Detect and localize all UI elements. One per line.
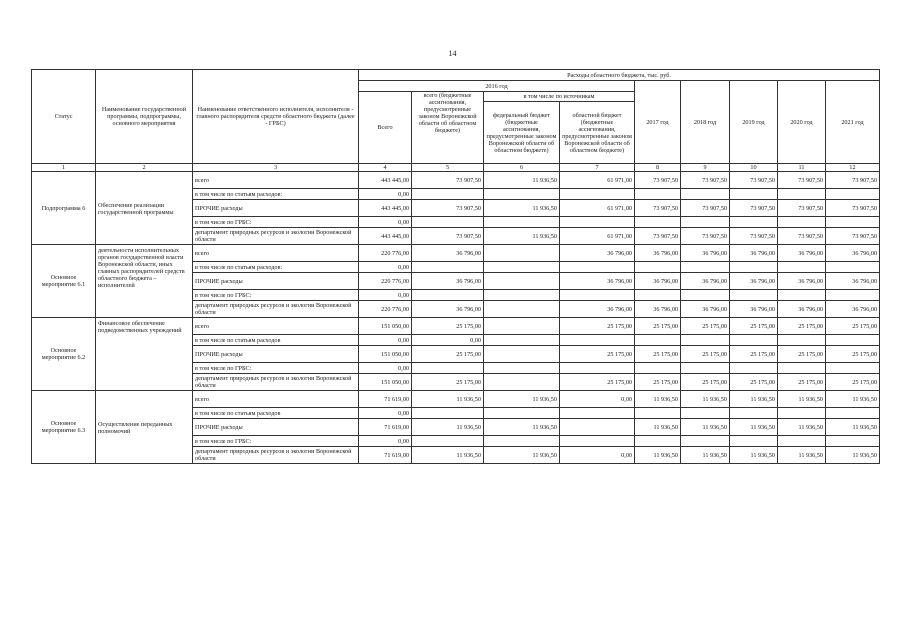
row-value (560, 290, 635, 301)
row-value: 25 175,00 (635, 346, 681, 363)
row-executor: департамент природных ресурсов и экологии Воронежской области (193, 374, 359, 391)
row-value: 36 796,00 (730, 301, 778, 318)
row-value (681, 363, 730, 374)
row-value (681, 262, 730, 273)
row-value: 36 796,00 (826, 301, 880, 318)
row-value: 11 936,50 (778, 419, 826, 436)
row-value: 73 907,50 (412, 228, 484, 245)
row-executor: в том числе по статьям расходов: (193, 262, 359, 273)
row-executor: всего (193, 245, 359, 262)
row-executor: ПРОЧИЕ расходы (193, 273, 359, 290)
row-value: 11 936,50 (484, 391, 560, 408)
row-program-name: Финансовое обеспечение подведомственных учреждений (96, 318, 193, 391)
row-executor: ПРОЧИЕ расходы (193, 419, 359, 436)
row-executor: в том числе по ГРБС: (193, 290, 359, 301)
row-executor: департамент природных ресурсов и экологии Воронежской области (193, 228, 359, 245)
row-value: 11 936,50 (826, 419, 880, 436)
row-value: 61 971,00 (560, 200, 635, 217)
row-value: 25 175,00 (826, 374, 880, 391)
row-value (484, 290, 560, 301)
row-value: 0,00 (359, 189, 412, 200)
row-value: 73 907,50 (635, 200, 681, 217)
row-value (635, 363, 681, 374)
row-value: 36 796,00 (412, 245, 484, 262)
row-value (560, 419, 635, 436)
row-value: 11 936,50 (681, 447, 730, 464)
row-value: 25 175,00 (560, 374, 635, 391)
row-value (730, 335, 778, 346)
row-executor: всего (193, 391, 359, 408)
row-value: 73 907,50 (778, 172, 826, 189)
row-value: 0,00 (359, 217, 412, 228)
header-2017: 2017 год (635, 81, 681, 164)
row-value: 71 619,00 (359, 419, 412, 436)
row-value (412, 363, 484, 374)
row-value: 73 907,50 (826, 200, 880, 217)
column-number: 3 (193, 164, 359, 172)
row-value: 25 175,00 (778, 318, 826, 335)
row-value: 71 619,00 (359, 447, 412, 464)
column-number: 12 (826, 164, 880, 172)
row-value: 11 936,50 (635, 447, 681, 464)
row-value (730, 189, 778, 200)
row-value: 11 936,50 (484, 200, 560, 217)
row-value: 25 175,00 (635, 318, 681, 335)
row-value: 0,00 (359, 436, 412, 447)
row-value (778, 335, 826, 346)
row-value: 11 936,50 (484, 447, 560, 464)
row-value: 36 796,00 (681, 273, 730, 290)
row-value (484, 245, 560, 262)
row-value: 36 796,00 (778, 301, 826, 318)
header-total-2016: всего (бюджетные ассигнования, предусмотренные законом Воронежской области об областном бюджете) (412, 92, 484, 164)
row-status: Подпрограмма 6 (32, 172, 96, 245)
row-value: 36 796,00 (412, 301, 484, 318)
row-value: 36 796,00 (730, 245, 778, 262)
row-value (484, 318, 560, 335)
row-value (484, 189, 560, 200)
row-value (484, 346, 560, 363)
row-value: 25 175,00 (412, 318, 484, 335)
row-value: 73 907,50 (412, 200, 484, 217)
row-value (484, 374, 560, 391)
row-value (484, 335, 560, 346)
row-value (412, 436, 484, 447)
header-regional: областной бюджет (бюджетные ассигнования, предусмотренные законом Воронежской области об областном бюджете) (562, 111, 632, 154)
row-value: 11 936,50 (730, 391, 778, 408)
row-value: 151 050,00 (359, 346, 412, 363)
row-value (681, 217, 730, 228)
row-value: 61 971,00 (560, 172, 635, 189)
table-row (32, 391, 880, 408)
row-value: 11 936,50 (484, 172, 560, 189)
row-value: 73 907,50 (635, 228, 681, 245)
row-value: 0,00 (359, 408, 412, 419)
row-value: 36 796,00 (412, 273, 484, 290)
row-value (826, 408, 880, 419)
row-value: 11 936,50 (826, 447, 880, 464)
row-value: 36 796,00 (635, 245, 681, 262)
row-value: 11 936,50 (730, 447, 778, 464)
row-value (560, 189, 635, 200)
row-value: 36 796,00 (560, 273, 635, 290)
row-value: 73 907,50 (778, 228, 826, 245)
row-value: 73 907,50 (730, 172, 778, 189)
row-executor: в том числе по статьям расходов (193, 408, 359, 419)
row-value: 73 907,50 (730, 228, 778, 245)
row-value: 0,00 (560, 447, 635, 464)
row-value (778, 408, 826, 419)
row-value (484, 273, 560, 290)
row-value: 36 796,00 (778, 273, 826, 290)
row-value (484, 217, 560, 228)
budget-table (31, 69, 880, 464)
row-executor: всего (193, 318, 359, 335)
header-federal: федеральный бюджет (бюджетные ассигнования, предусмотренные законом Воронежской области об областном бюджете) (484, 102, 560, 163)
row-value (560, 262, 635, 273)
row-value: 73 907,50 (826, 228, 880, 245)
row-value: 11 936,50 (412, 391, 484, 408)
row-value (560, 408, 635, 419)
row-value: 25 175,00 (778, 374, 826, 391)
row-value (412, 290, 484, 301)
table-row (32, 245, 880, 262)
row-value: 151 050,00 (359, 374, 412, 391)
row-value: 443 445,00 (359, 172, 412, 189)
row-value: 25 175,00 (412, 346, 484, 363)
row-value (826, 363, 880, 374)
row-value (826, 290, 880, 301)
row-value (635, 436, 681, 447)
row-value: 36 796,00 (730, 273, 778, 290)
header-2018: 2018 год (681, 81, 730, 164)
row-value (412, 262, 484, 273)
row-value (826, 436, 880, 447)
table-row (32, 318, 880, 335)
row-value: 36 796,00 (681, 301, 730, 318)
row-value: 25 175,00 (681, 374, 730, 391)
row-value: 73 907,50 (412, 172, 484, 189)
row-executor: в том числе по ГРБС: (193, 217, 359, 228)
row-value: 73 907,50 (681, 228, 730, 245)
row-value (484, 363, 560, 374)
row-value (560, 363, 635, 374)
row-value (730, 290, 778, 301)
row-value: 25 175,00 (681, 318, 730, 335)
row-value: 151 050,00 (359, 318, 412, 335)
row-value (484, 301, 560, 318)
row-executor: в том числе по статьям расходов: (193, 189, 359, 200)
column-number-row (32, 164, 880, 172)
row-executor: всего (193, 172, 359, 189)
row-value: 11 936,50 (681, 419, 730, 436)
row-value: 443 445,00 (359, 228, 412, 245)
row-value (560, 217, 635, 228)
row-value (560, 335, 635, 346)
header-2020: 2020 год (778, 81, 826, 164)
row-value: 11 936,50 (484, 228, 560, 245)
row-value (730, 408, 778, 419)
row-value: 36 796,00 (560, 301, 635, 318)
header-2021: 2021 год (826, 81, 880, 164)
row-value: 61 971,00 (560, 228, 635, 245)
row-value: 11 936,50 (484, 419, 560, 436)
row-value: 36 796,00 (560, 245, 635, 262)
row-value: 0,00 (359, 290, 412, 301)
row-program-name: Осуществление переданных полномочий (96, 391, 193, 464)
row-value: 11 936,50 (635, 391, 681, 408)
table-row (32, 172, 880, 189)
row-status: Основное мероприятие 6.1 (32, 245, 96, 318)
row-value (484, 262, 560, 273)
row-value: 73 907,50 (826, 172, 880, 189)
header-expenses: Расходы областного бюджета, тыс. руб. (359, 70, 880, 81)
row-value: 25 175,00 (778, 346, 826, 363)
row-executor: департамент природных ресурсов и экологии Воронежской области (193, 447, 359, 464)
row-value: 25 175,00 (560, 318, 635, 335)
row-value (778, 217, 826, 228)
row-executor: в том числе по ГРБС: (193, 363, 359, 374)
row-value (635, 335, 681, 346)
row-value: 73 907,50 (778, 200, 826, 217)
row-value (778, 189, 826, 200)
row-value: 0,00 (560, 391, 635, 408)
column-number: 7 (560, 164, 635, 172)
column-number: 10 (730, 164, 778, 172)
column-number: 2 (96, 164, 193, 172)
row-value (730, 436, 778, 447)
row-value: 11 936,50 (681, 391, 730, 408)
row-value: 36 796,00 (826, 273, 880, 290)
row-value: 25 175,00 (826, 318, 880, 335)
row-value: 73 907,50 (681, 172, 730, 189)
row-value (778, 290, 826, 301)
row-value: 11 936,50 (826, 391, 880, 408)
row-value (681, 335, 730, 346)
row-value (681, 408, 730, 419)
row-program-name: Обеспечение реализации государственной программы (96, 172, 193, 245)
row-value (778, 262, 826, 273)
row-status: Основное мероприятие 6.2 (32, 318, 96, 391)
row-value (730, 262, 778, 273)
row-value: 0,00 (359, 363, 412, 374)
row-value: 0,00 (359, 335, 412, 346)
row-value (635, 189, 681, 200)
column-number: 1 (32, 164, 96, 172)
row-value: 73 907,50 (681, 200, 730, 217)
row-value: 25 175,00 (730, 318, 778, 335)
column-number: 5 (412, 164, 484, 172)
row-value: 25 175,00 (730, 346, 778, 363)
row-value: 0,00 (412, 335, 484, 346)
header-status: Статус (32, 70, 96, 164)
row-value (560, 436, 635, 447)
row-value: 25 175,00 (826, 346, 880, 363)
row-value (484, 436, 560, 447)
row-value: 36 796,00 (826, 245, 880, 262)
row-value (412, 217, 484, 228)
column-number: 11 (778, 164, 826, 172)
header-sources-block (484, 92, 635, 164)
header-2019: 2019 год (730, 81, 778, 164)
header-year-2016: 2016 год (359, 81, 635, 92)
row-value (681, 436, 730, 447)
row-value: 25 175,00 (412, 374, 484, 391)
row-value: 11 936,50 (730, 419, 778, 436)
row-value (730, 217, 778, 228)
column-number: 9 (681, 164, 730, 172)
row-value (635, 408, 681, 419)
row-value (681, 189, 730, 200)
row-value: 71 619,00 (359, 391, 412, 408)
column-number: 4 (359, 164, 412, 172)
header-name: Наименование государственной программы, подпрограммы, основного мероприятия (96, 70, 193, 164)
row-value (412, 189, 484, 200)
row-executor: в том числе по ГРБС: (193, 436, 359, 447)
row-value (778, 436, 826, 447)
row-value: 11 936,50 (412, 447, 484, 464)
row-value (635, 262, 681, 273)
row-value: 36 796,00 (635, 273, 681, 290)
page-number: 14 (448, 49, 457, 58)
column-number: 6 (484, 164, 560, 172)
row-value: 73 907,50 (730, 200, 778, 217)
row-value (635, 290, 681, 301)
row-value (681, 290, 730, 301)
row-value: 220 776,00 (359, 245, 412, 262)
row-value: 11 936,50 (778, 447, 826, 464)
header-executor: Наименование ответственного исполнителя, исполнителя - главного распорядителя средств областного бюджета (далее - ГРБС) (193, 70, 359, 164)
row-value (826, 335, 880, 346)
row-value: 36 796,00 (681, 245, 730, 262)
row-value (826, 262, 880, 273)
row-executor: в том числе по статьям расходов (193, 335, 359, 346)
row-value (635, 217, 681, 228)
row-value: 220 776,00 (359, 273, 412, 290)
row-value: 25 175,00 (730, 374, 778, 391)
row-value: 73 907,50 (635, 172, 681, 189)
row-status: Основное мероприятие 6.3 (32, 391, 96, 464)
row-value: 11 936,50 (635, 419, 681, 436)
row-value: 25 175,00 (560, 346, 635, 363)
row-value: 11 936,50 (412, 419, 484, 436)
row-value (826, 217, 880, 228)
row-value (826, 189, 880, 200)
column-number: 8 (635, 164, 681, 172)
row-value (484, 408, 560, 419)
row-value: 11 936,50 (778, 391, 826, 408)
header-sources: в том числе по источникам (484, 92, 634, 102)
row-value (412, 408, 484, 419)
row-executor: департамент природных ресурсов и экологии Воронежской области (193, 301, 359, 318)
row-value: 443 445,00 (359, 200, 412, 217)
row-value (730, 363, 778, 374)
row-value: 36 796,00 (778, 245, 826, 262)
row-value: 25 175,00 (681, 346, 730, 363)
row-value: 36 796,00 (635, 301, 681, 318)
row-value (778, 363, 826, 374)
header-total: Всего (359, 92, 412, 164)
row-executor: ПРОЧИЕ расходы (193, 200, 359, 217)
row-value: 220 776,00 (359, 301, 412, 318)
row-value: 25 175,00 (635, 374, 681, 391)
row-program-name: деятельности исполнительных органов государственной власти Воронежской области, иных главных распорядителей средств областного бюджета – исполнителей (96, 245, 193, 318)
row-value: 0,00 (359, 262, 412, 273)
row-executor: ПРОЧИЕ расходы (193, 346, 359, 363)
